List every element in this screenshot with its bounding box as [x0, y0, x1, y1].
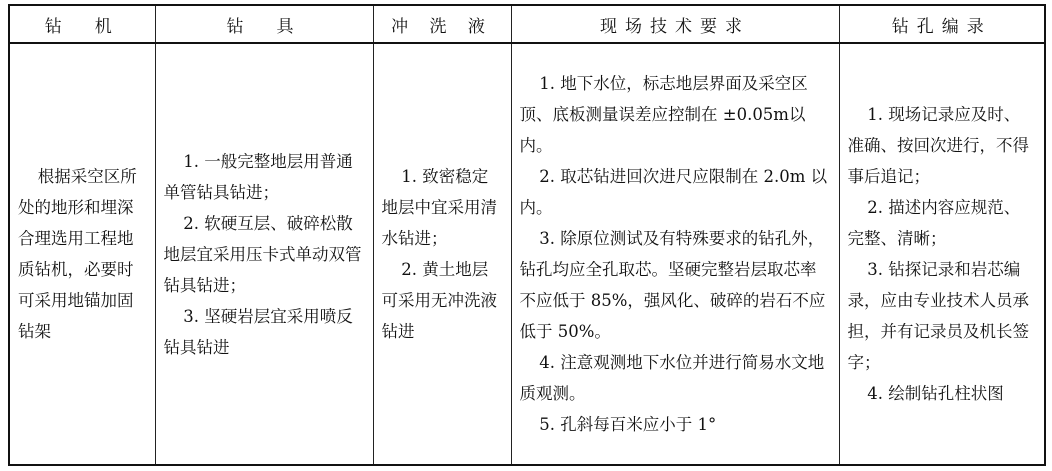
borehole-logging-item: 3. 钻探记录和岩芯编录，应由专业技术人员承担，并有记录员及机长签字；	[847, 260, 1029, 372]
cell-drill-rig	[9, 43, 155, 465]
drill-rig-text: 根据采空区所处的地形和埋深合理选用工程地质钻机，必要时可采用地锚加固钻架	[18, 167, 137, 341]
borehole-logging-item: 4. 绘制钻孔柱状图	[867, 384, 1004, 403]
header-drill-tools: 钻 具	[155, 5, 373, 43]
flushing-fluid-item: 2. 黄土地层可采用无冲洗液钻进	[381, 260, 497, 341]
header-flushing-fluid: 冲 洗 液	[373, 5, 511, 43]
cell-field-requirements	[511, 43, 839, 465]
field-requirement-item: 4. 注意观测地下水位并进行简易水文地质观测。	[519, 353, 825, 403]
field-requirement-item: 2. 取芯钻进回次进尺应限制在 2.0m 以内。	[519, 167, 828, 217]
drill-tools-item: 1. 一般完整地层用普通单管钻具钻进；	[163, 151, 353, 202]
flushing-fluid-item: 1. 致密稳定地层中宜采用清水钻进；	[381, 167, 497, 248]
cell-flushing-fluid	[373, 43, 511, 465]
field-requirement-item: 1. 地下水位，标志地层界面及采空区顶、底板测量误差应控制在 ±0.05m以内。	[519, 74, 808, 155]
field-requirement-item: 5. 孔斜每百米应小于 1°	[539, 415, 717, 434]
header-row	[9, 5, 1045, 43]
header-borehole-logging: 钻孔编录	[839, 5, 1045, 43]
cell-borehole-logging	[839, 43, 1045, 465]
borehole-logging-item: 2. 描述内容应规范、完整、清晰；	[847, 198, 1021, 248]
field-requirement-item: 3. 除原位测试及有特殊要求的钻孔外，钻孔均应全孔取芯。坚硬完整岩层取芯率不应低于 85%，强风化、破碎的岩石不应低于 50%。	[519, 229, 826, 341]
drilling-requirements-table	[8, 4, 1046, 466]
table-row	[9, 43, 1045, 465]
borehole-logging-item: 1. 现场记录应及时、准确、按回次进行，不得事后追记；	[847, 105, 1029, 186]
drill-tools-item: 2. 软硬互层、破碎松散地层宜采用压卡式单动双管钻具钻进；	[163, 213, 362, 295]
header-drill-rig: 钻 机	[9, 5, 155, 43]
header-field-requirements: 现场技术要求	[511, 5, 839, 43]
cell-drill-tools	[155, 43, 373, 465]
drill-tools-item: 3. 坚硬岩层宜采用喷反钻具钻进	[163, 306, 353, 357]
